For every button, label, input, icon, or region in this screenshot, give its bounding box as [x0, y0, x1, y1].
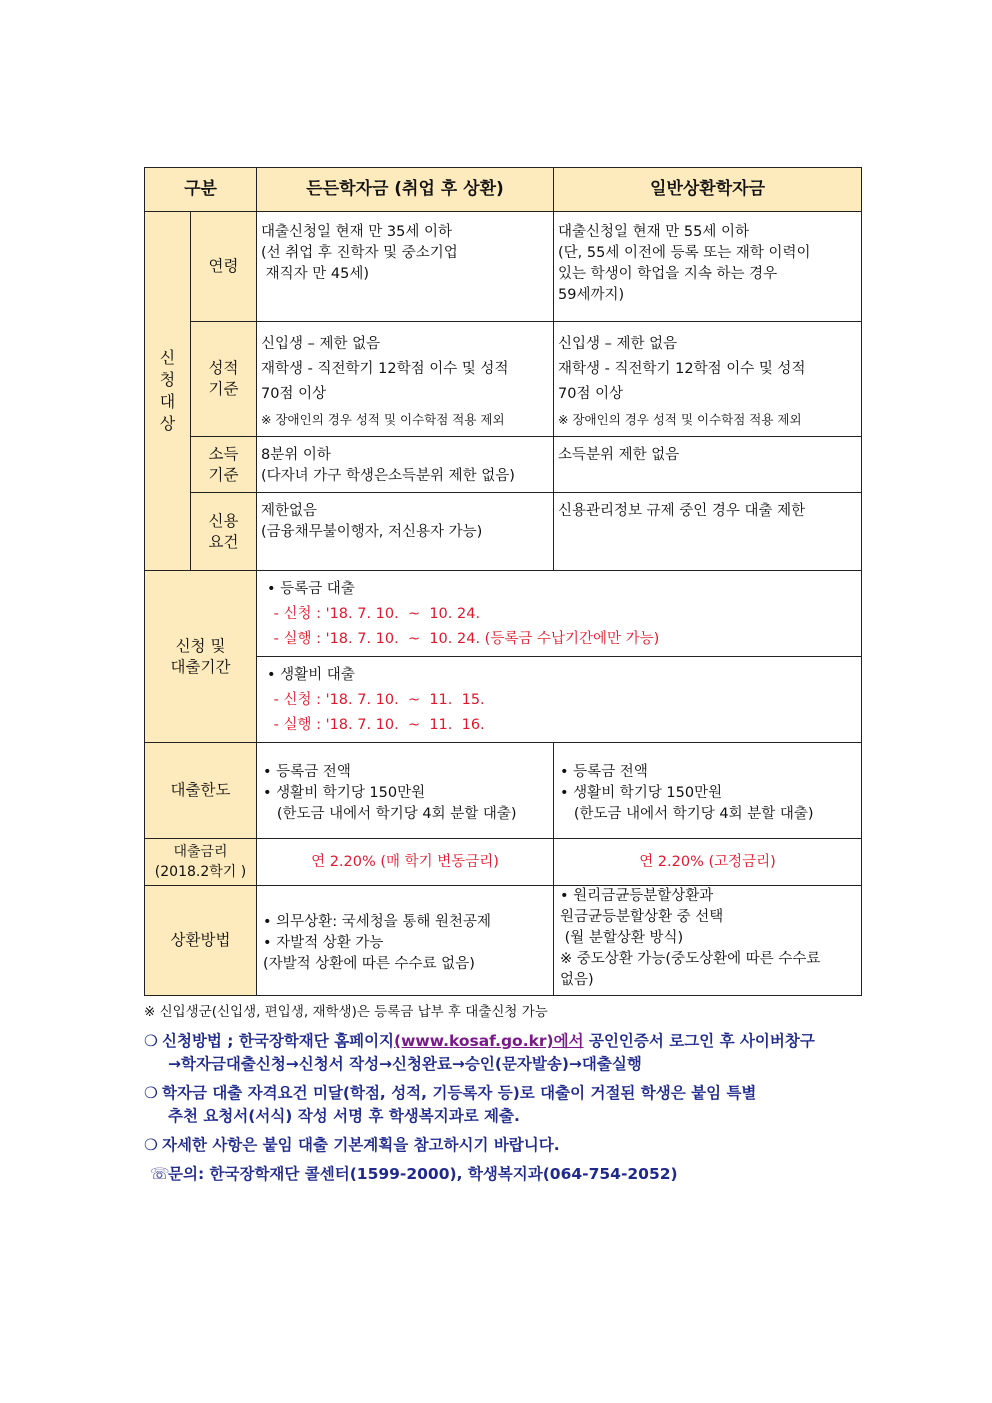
info-item-special-recommendation: ❍ 학자금 대출 자격요건 미달(학점, 성적, 기등록자 등)로 대출이 거절된 학생은 붙임 특별 추천 요청서(서식) 작성 서명 후 학생복지과로 제출. [144, 1084, 757, 1125]
limit-dunden: • 등록금 전액 • 생활비 학기당 150만원 (한도금 내에서 학기당 4회 분할 대출) [257, 743, 554, 839]
table-header-row [145, 168, 862, 212]
income-general: 소득분위 제한 없음 [554, 437, 862, 493]
table-row-age [145, 212, 862, 322]
period-tuition: • 등록금 대출 - 신청 : '18. 7. 10. ~ 10. 24. - 실행 : '18. 7. 10. ~ 10. 24. (등록금 수납기간에만 가능) [257, 571, 862, 657]
header-dunden-loan: 든든학자금 (취업 후 상환) [257, 168, 554, 212]
age-dunden: 대출신청일 현재 만 35세 이하 (선 취업 후 진학자 및 중소기업 재직자 만 45세) [257, 212, 554, 322]
period-living: • 생활비 대출 - 신청 : '18. 7. 10. ~ 11. 15. - 실행 : '18. 7. 10. ~ 11. 16. [257, 657, 862, 743]
footnote: ※ 신입생군(신입생, 편입생, 재학생)은 등록금 납부 후 대출신청 가능 [144, 1004, 548, 1020]
table-row-period-tuition [145, 571, 862, 657]
row-label-grade: 성적 기준 [191, 322, 257, 437]
repay-general: • 원리금균등분할상환과 원금균등분할상환 중 선택 (월 분할상환 방식) ※ 중도상환 가능(중도상환에 따른 수수료 없음) [554, 886, 862, 996]
info-item-details: ❍ 자세한 사항은 붙임 대출 기본계획을 참고하시기 바랍니다. [144, 1134, 864, 1157]
row-label-limit: 대출한도 [145, 743, 257, 839]
grade-dunden: 신입생 – 제한 없음 재학생 - 직전학기 12학점 이수 및 성적 70점 이상 ※ 장애인의 경우 성적 및 이수학점 적용 제외 [257, 322, 554, 437]
income-dunden: 8분위 이하 (다자녀 가구 학생은소득분위 제한 없음) [257, 437, 554, 493]
loan-comparison-table [144, 167, 862, 996]
row-label-credit: 신용 요건 [191, 493, 257, 571]
rate-general: 연 2.20% (고정금리) [554, 839, 862, 886]
table-row-credit [145, 493, 862, 571]
header-category: 구분 [145, 168, 257, 212]
contact-line: ☏문의: 한국장학재단 콜센터(1599-2000), 학생복지과(064-754-2052) [144, 1163, 870, 1186]
row-label-age: 연령 [191, 212, 257, 322]
header-general-loan: 일반상환학자금 [554, 168, 862, 212]
row-label-repay: 상환방법 [145, 886, 257, 996]
table-row-limit [145, 743, 862, 839]
circle-bullet-icon: ❍ [144, 1032, 158, 1050]
circle-bullet-icon: ❍ [144, 1084, 158, 1102]
row-label-period: 신청 및 대출기간 [145, 571, 257, 743]
row-label-income: 소득 기준 [191, 437, 257, 493]
group-label-eligibility: 신 청 대 상 [145, 212, 191, 571]
limit-general: • 등록금 전액 • 생활비 학기당 150만원 (한도금 내에서 학기당 4회 분할 대출) [554, 743, 862, 839]
kosaf-link[interactable]: (www.kosaf.go.kr)에서 [394, 1032, 584, 1050]
circle-bullet-icon: ❍ [144, 1136, 158, 1154]
phone-icon: ☏ [150, 1165, 170, 1183]
table-row-repay [145, 886, 862, 996]
table-row-rate [145, 839, 862, 886]
info-item-application-method: ❍ 신청방법 ; 한국장학재단 홈페이지(www.kosaf.go.kr)에서 공인인증서 로그인 후 사이버창구 →학자금대출신청→신청서 작성→신청완료→승인(문자발송)→대출실행 [144, 1032, 815, 1073]
table-row-grade [145, 322, 862, 437]
credit-dunden: 제한없음 (금융채무불이행자, 저신용자 가능) [257, 493, 554, 571]
grade-general: 신입생 – 제한 없음 재학생 - 직전학기 12학점 이수 및 성적 70점 이상 ※ 장애인의 경우 성적 및 이수학점 적용 제외 [554, 322, 862, 437]
repay-dunden: • 의무상환: 국세청을 통해 원천공제 • 자발적 상환 가능 (자발적 상환에 따른 수수료 없음) [257, 886, 554, 996]
credit-general: 신용관리정보 규제 중인 경우 대출 제한 [554, 493, 862, 571]
row-label-rate: 대출금리 (2018.2학기 ) [145, 839, 257, 886]
rate-dunden: 연 2.20% (매 학기 변동금리) [257, 839, 554, 886]
age-general: 대출신청일 현재 만 55세 이하 (단, 55세 이전에 등록 또는 재학 이력이 있는 학생이 학업을 지속 하는 경우 59세까지) [554, 212, 862, 322]
table-row-income [145, 437, 862, 493]
